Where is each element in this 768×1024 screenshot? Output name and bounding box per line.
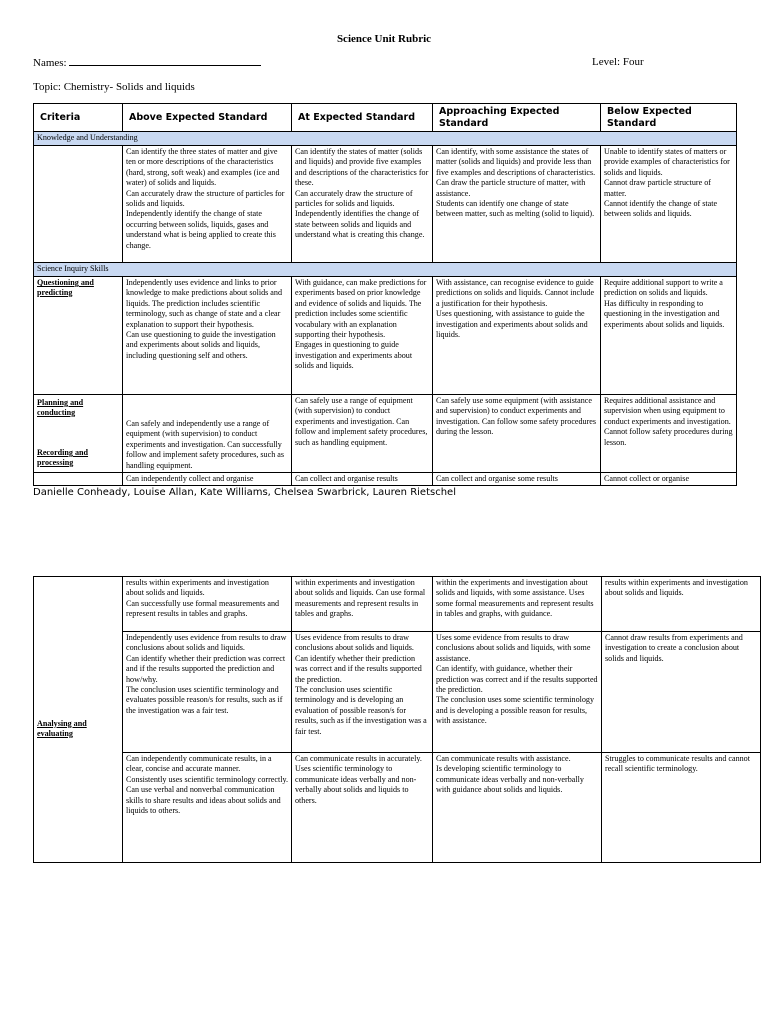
analysing-at-b: Can communicate results in accurately. Uses scientific terminology to communicate ideas verbally and non-verbally about solids and liquids to others. xyxy=(292,753,433,863)
knowledge-below: Unable to identify states of matters or provide examples of characteristics for solids and liquids. Cannot draw particle structure of matter. Cannot identify the change of state between solids and liquids. xyxy=(601,146,737,263)
questioning-approaching: With assistance, can recognise evidence to guide predictions on solids and liquids. Cannot include a justification for their hypothesis. Uses questioning, with assistance to guide the investigation and experiments about solids and liquids. xyxy=(433,277,601,395)
recording-row-part2 xyxy=(34,577,761,632)
knowledge-criteria-cell xyxy=(34,146,123,263)
planning-at: Can safely use a range of equipment (with supervision) to conduct experiments and investigation. Can follow and implement safety procedures, such as handling equipment. xyxy=(292,395,433,473)
knowledge-approaching: Can identify, with some assistance the states of matter (solids and liquids) and provide less than five examples and descriptions of characteristics. Can draw the particle structure of matter, with assistance. Students can identify one change of state between matter, such as melting (solid to liquid). xyxy=(433,146,601,263)
analysing-approaching-b: Can communicate results with assistance. Is developing scientific terminology to communicate ideas verbally and non-verbally with guidance about solids and liquids. xyxy=(433,753,602,863)
names-blank-line xyxy=(69,56,261,66)
rubric-table-page-2 xyxy=(33,576,761,863)
recording-above-p1: Can independently collect and organise xyxy=(123,473,292,486)
recording-above-p2: results within experiments and investigation about solids and liquids. Can successfully use formal measurements and represent results in tables and graphs. xyxy=(123,577,292,632)
header-above: Above Expected Standard xyxy=(123,104,292,132)
section-row-inquiry xyxy=(34,263,737,277)
recording-at-p2: within experiments and investigation about solids and liquids. Can use formal measurements and represent results in tables and graphs. xyxy=(292,577,433,632)
criteria-questioning: Questioning and predicting xyxy=(37,278,94,297)
planning-above: Can safely and independently use a range of equipment (with supervision) to conduct experiments and investigation. Can successfully follow and implement safety procedures, such as handling equipment. xyxy=(123,395,292,473)
knowledge-at: Can identify the states of matter (solids and liquids) and provide five examples and descriptions of the characteristics for these. Can accurately draw the structure of particles for solids and liquids. Independently identifies the change of state between solids and liquids and understand what is creating this change. xyxy=(292,146,433,263)
section-knowledge: Knowledge and Understanding xyxy=(34,132,737,146)
header-below: Below Expected Standard xyxy=(601,104,737,132)
header-approaching: Approaching Expected Standard xyxy=(433,104,601,132)
section-inquiry: Science Inquiry Skills xyxy=(34,263,737,277)
criteria-planning: Planning and conducting xyxy=(37,398,84,417)
planning-row xyxy=(34,395,737,473)
recording-approaching-p1: Can collect and organise some results xyxy=(433,473,601,486)
criteria-recording: Recording and processing xyxy=(37,448,89,467)
questioning-below: Require additional support to write a prediction on solids and liquids. Has difficulty in responding to questioning in the investigation and experiments about solids and liquids. xyxy=(601,277,737,395)
analysing-row-conclusions xyxy=(34,632,761,753)
level-label: Level: Four xyxy=(592,56,644,68)
analysing-above-a: Independently uses evidence from results to draw conclusions about solids and liquids. Can identify whether their prediction was correct and if the results supported the prediction and how/why. The conclusion uses scientific terminology and evaluates possible reason/s for results, such as if the investigation was a fair test. xyxy=(123,632,292,753)
recording-row-part1 xyxy=(34,473,737,486)
recording-below-p2: results within experiments and investigation about solids and liquids. xyxy=(602,577,761,632)
analysing-criteria-cell xyxy=(34,577,123,863)
header-criteria: Criteria xyxy=(34,104,123,132)
recording-below-p1: Cannot collect or organise xyxy=(601,473,737,486)
planning-approaching: Can safely use some equipment (with assistance and supervision) to conduct experiments and investigation. Can follow some safety procedures during the lesson. xyxy=(433,395,601,473)
recording-criteria-cell-p1 xyxy=(34,473,123,486)
rubric-table-page-1 xyxy=(33,103,737,486)
knowledge-row xyxy=(34,146,737,263)
questioning-row xyxy=(34,277,737,395)
analysing-at-a: Uses evidence from results to draw conclusions about solids and liquids. Can identify whether their prediction was correct and if the results supported the prediction. The conclusion uses scientific terminology and is developing an evaluation of possible reason/s for results, such as if the investigation was a fair test. xyxy=(292,632,433,753)
analysing-row-communication xyxy=(34,753,761,863)
questioning-at: With guidance, can make predictions for experiments based on prior knowledge and evidence of solids and liquids. The prediction includes some scientific vocabulary with an explanation supporting their hypothesis. Engages in questioning to guide investigation and experiments about solids and liquids. xyxy=(292,277,433,395)
analysing-approaching-a: Uses some evidence from results to draw conclusions about solids and liquids, with some assistance. Can identify, with guidance, whether their prediction was correct and if the results supported the prediction. The conclusion uses some scientific terminology and is developing a possible reason for results, with assistance. xyxy=(433,632,602,753)
header-row xyxy=(34,104,737,132)
names-field xyxy=(33,56,261,69)
questioning-above: Independently uses evidence and links to prior knowledge to make predictions about solids and liquids. The prediction includes scientific terminology, such as change of state and a clear explanation to support their hypothesis. Can use questioning to guide the investigation and experiments about solids and liquids, including questioning self and others. xyxy=(123,277,292,395)
analysing-above-b: Can independently communicate results, in a clear, concise and accurate manner. Consistently uses scientific terminology correctly. Can use verbal and nonverbal communication skills to share results and ideas about solids and liquids to others. xyxy=(123,753,292,863)
recording-at-p1: Can collect and organise results xyxy=(292,473,433,486)
knowledge-above: Can identify the three states of matter and give ten or more descriptions of the characteristics (hard, strong, soft weak) and examples (ice and water) of solids and liquids. Can accurately draw the structure of particles for solids and liquids. Independently identify the change of state occurring between solids, liquids, gases and understand what is being applied to create this change. xyxy=(123,146,292,263)
authors-line: Danielle Conheady, Louise Allan, Kate Williams, Chelsea Swarbrick, Lauren Rietschel xyxy=(33,487,456,498)
recording-approaching-p2: within the experiments and investigation about solids and liquids, with some assistance. Uses some formal measurements and represent results in tables and graphs, with guidance. xyxy=(433,577,602,632)
analysing-below-b: Struggles to communicate results and cannot recall scientific terminology. xyxy=(602,753,761,863)
topic-label: Topic: Chemistry- Solids and liquids xyxy=(33,81,195,93)
planning-criteria-cell xyxy=(34,395,123,473)
criteria-analysing: Analysing and evaluating xyxy=(37,718,87,738)
names-label: Names: xyxy=(33,57,67,69)
analysing-below-a: Cannot draw results from experiments and investigation to create a conclusion about solids and liquids. xyxy=(602,632,761,753)
planning-below: Requires additional assistance and supervision when using equipment to conduct experiments and investigation. Cannot follow safety procedures during lesson. xyxy=(601,395,737,473)
section-row-knowledge xyxy=(34,132,737,146)
header-at: At Expected Standard xyxy=(292,104,433,132)
document-title: Science Unit Rubric xyxy=(336,33,432,45)
questioning-criteria-cell xyxy=(34,277,123,395)
